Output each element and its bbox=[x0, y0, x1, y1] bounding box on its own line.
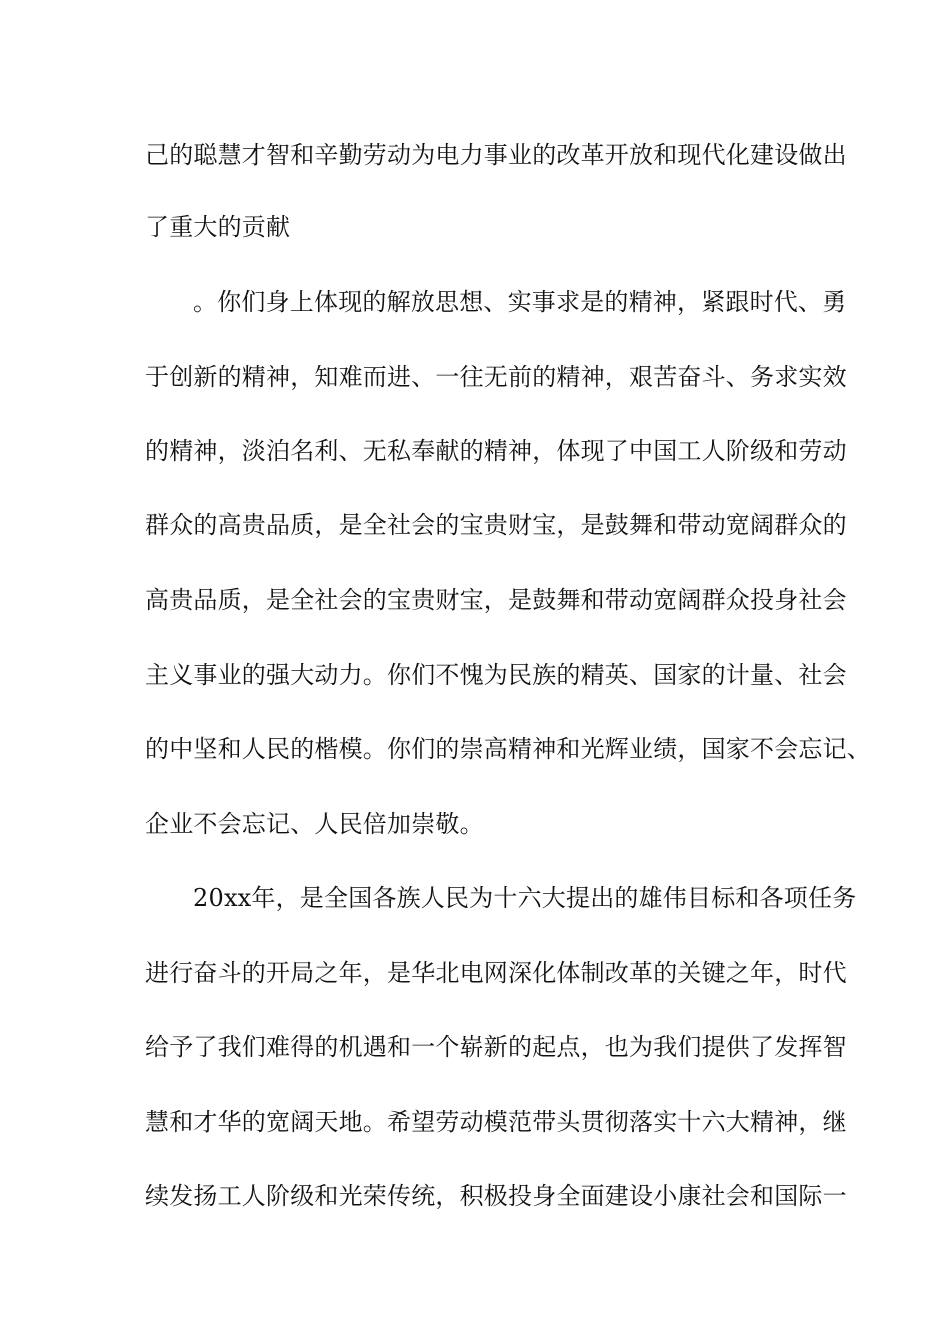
text-line: 高贵品质，是全社会的宝贵财宝，是鼓舞和带动宽阔群众投身社会 bbox=[145, 586, 847, 614]
text-line: 给予了我们难得的机遇和一个崭新的起点，也为我们提供了发挥智 bbox=[145, 1033, 847, 1061]
text-line: 企业不会忘记、人民倍加崇敬。 bbox=[145, 810, 484, 838]
text-line: 于创新的精神，知难而进、一往无前的精神，艰苦奋斗、务求实效 bbox=[145, 363, 847, 391]
text-line: 主义事业的强大动力。你们不愧为民族的精英、国家的计量、社会 bbox=[145, 661, 847, 689]
text-line: 。你们身上体现的解放思想、实事求是的精神，紧跟时代、勇 bbox=[193, 288, 847, 316]
text-line: 20xx年，是全国各族人民为十六大提出的雄伟目标和各项任务 bbox=[193, 884, 857, 912]
text-line: 的精神，淡泊名利、无私奉献的精神，体现了中国工人阶级和劳动 bbox=[145, 437, 847, 465]
text-line: 己的聪慧才智和辛勤劳动为电力事业的改革开放和现代化建设做出 bbox=[145, 141, 847, 169]
text-line: 进行奋斗的开局之年，是华北电网深化体制改革的关键之年，时代 bbox=[145, 959, 847, 987]
text-line: 续发扬工人阶级和光荣传统，积极投身全面建设小康社会和国际一 bbox=[145, 1182, 847, 1210]
text-line: 慧和才华的宽阔天地。希望劳动模范带头贯彻落实十六大精神，继 bbox=[145, 1108, 847, 1136]
text-line: 的中坚和人民的楷模。你们的崇高精神和光辉业绩，国家不会忘记、 bbox=[145, 735, 871, 763]
text-line: 群众的高贵品质，是全社会的宝贵财宝，是鼓舞和带动宽阔群众的 bbox=[145, 511, 847, 539]
text-line: 了重大的贡献 bbox=[145, 213, 291, 241]
